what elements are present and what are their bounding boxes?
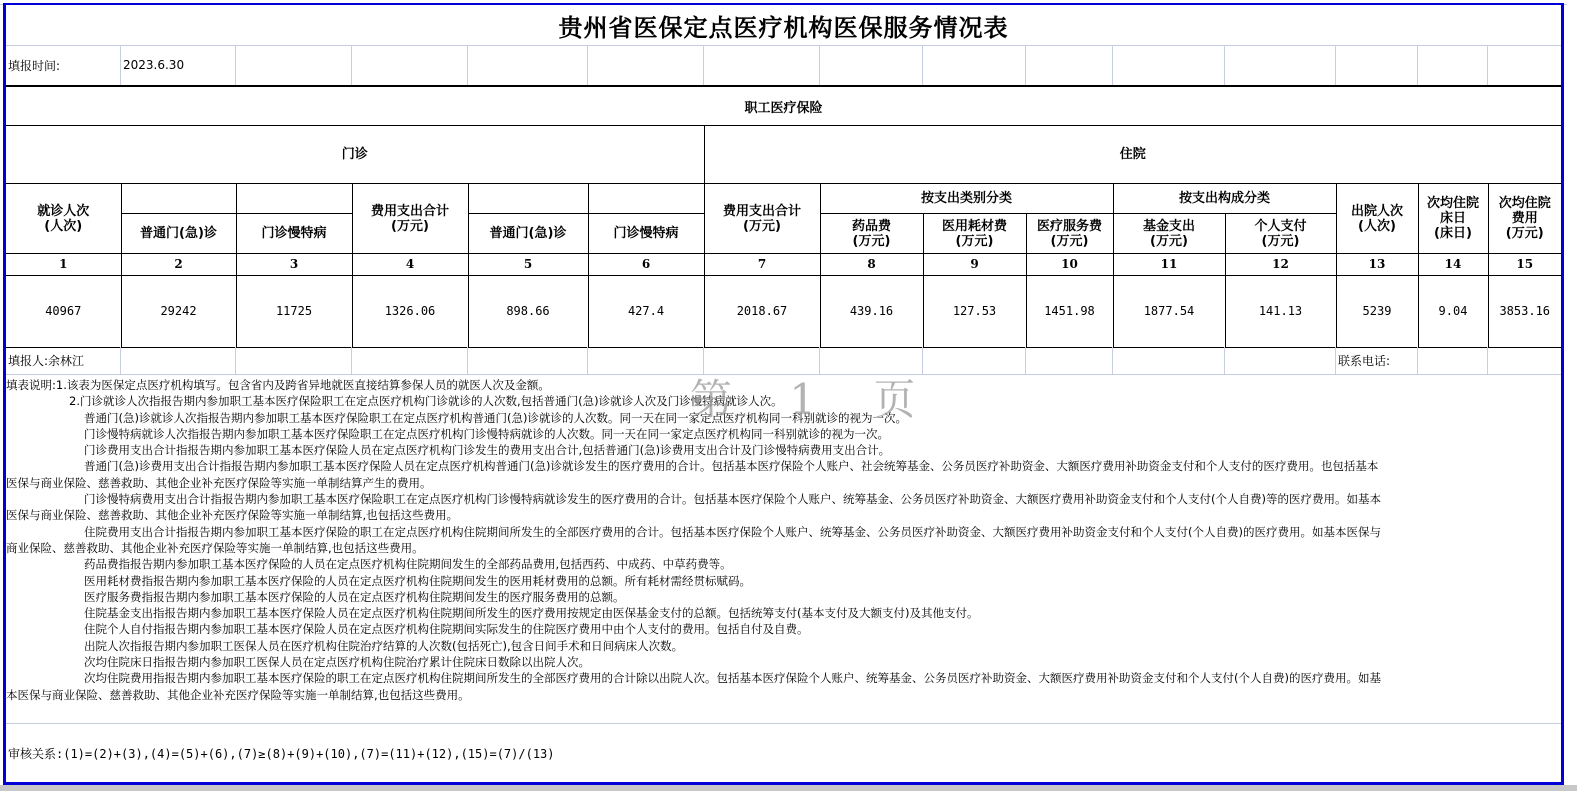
header-outpatient-cost-unit: (万元) <box>391 218 429 234</box>
note-line: 门诊费用支出合计指报告期内参加职工基本医疗保险人员在定点医疗机构门诊发生的费用支出合计,包括普通门(急)诊费用支出合计及门诊慢特病费用支出合计。 <box>84 443 891 458</box>
value-personal-pay[interactable]: 141.13 <box>1225 276 1336 348</box>
note-line: 医疗服务费指报告期内参加职工基本医疗保险的人员在定点医疗机构住院期间发生的医疗服务费用的总额。 <box>84 589 625 604</box>
note-line: 填表说明:1.该表为医保定点医疗机构填写。包含省内及跨省异地就医直接结算参保人员的就医人次及金额。 <box>6 378 550 392</box>
note-line: 门诊慢特病费用支出合计指报告期内参加职工基本医疗保险职工在定点医疗机构门诊慢特病就诊发生的医疗费用的合计。包括基本医疗保险个人账户、统筹基金、公务员医疗补助资金、大额医疗费用补助资金支付和个人支付(个人自费)等的医疗费用。如基本 <box>84 492 1381 507</box>
filler-label[interactable]: 填报人:余林江 <box>6 347 121 374</box>
col-number[interactable]: 10 <box>1026 254 1113 276</box>
col-number[interactable]: 3 <box>236 254 352 276</box>
note-line: 医保与商业保险、慈善救助、其他企业补充医疗保险等实施一单制结算产生的费用。 <box>6 475 432 490</box>
empty-cell[interactable] <box>588 347 704 374</box>
col-number[interactable]: 11 <box>1113 254 1225 276</box>
empty-cell[interactable] <box>820 347 923 374</box>
outpatient-section-header[interactable]: 门诊 <box>6 126 704 184</box>
note-line: 次均住院床日指报告期内参加职工医保人员在定点医疗机构住院治疗累计住院床日数除以出院人次。 <box>84 655 590 670</box>
value-avg-cost[interactable]: 3853.16 <box>1488 276 1561 348</box>
inpatient-section-header[interactable]: 住院 <box>704 126 1561 184</box>
header-by-category[interactable]: 按支出类别分类 <box>820 184 1113 214</box>
note-line: 出院人次指报告期内参加职工医保人员在医疗机构住院治疗结算的人次数(包括死亡),包含日间手术和日间病床人次数。 <box>84 638 684 653</box>
header-inpatient-cost[interactable] <box>704 184 820 254</box>
header-fund-expense-unit: (万元) <box>1150 233 1188 249</box>
note-line: 次均住院费用指报告期内参加职工基本医疗保险的职工在定点医疗机构住院期间所发生的全部医疗费用的合计除以出院人次。包括基本医疗保险个人账户、统筹基金、公务员医疗补助资金、大额医疗费用补助资金支付和个人支付(个人自费)的医疗费用。如基 <box>84 671 1381 686</box>
note-line: 2.门诊就诊人次指报告期内参加职工基本医疗保险职工在定点医疗机构门诊就诊的人次数,包括普通门(急)诊就诊人次及门诊慢特病就诊人次。 <box>69 394 783 409</box>
header-chronic-cost[interactable]: 门诊慢特病 <box>588 214 704 254</box>
note-line: 药品费指报告期内参加职工基本医疗保险的人员在定点医疗机构住院期间发生的全部药品费用,包括西药、中成药、中草药费等。 <box>84 557 732 572</box>
empty-cell[interactable] <box>704 45 820 85</box>
note-line: 医保与商业保险、慈善救助、其他企业补充医疗保险等实施一单制结算,也包括这些费用。 <box>6 508 459 523</box>
col-number[interactable]: 1 <box>6 254 121 276</box>
empty-cell[interactable] <box>468 184 588 214</box>
value-visits[interactable]: 40967 <box>6 276 121 348</box>
header-by-composition[interactable]: 按支出构成分类 <box>1113 184 1336 214</box>
header-outpatient-cost[interactable] <box>352 184 468 254</box>
empty-cell[interactable] <box>468 45 588 85</box>
empty-cell[interactable] <box>1488 45 1561 85</box>
empty-cell[interactable] <box>352 45 468 85</box>
col-number[interactable]: 6 <box>588 254 704 276</box>
note-line: 住院个人自付指报告期内参加职工基本医疗保险人员在定点医疗机构住院期间实际发生的住院医疗费用中由个人支付的费用。包括自付及自费。 <box>84 622 809 637</box>
filler-row <box>6 347 1561 375</box>
note-line: 住院基金支出指报告期内参加职工基本医疗保险人员在定点医疗机构住院期间所发生的医疗费用按规定由医保基金支付的总额。包括统筹支付(基本支付及大额支付)及其他支付。 <box>84 606 979 621</box>
empty-cell[interactable] <box>820 45 923 85</box>
empty-cell[interactable] <box>1026 347 1113 374</box>
header-visits[interactable] <box>6 184 121 254</box>
header-material-fee-unit: (万元) <box>955 233 994 249</box>
empty-cell[interactable] <box>704 347 820 374</box>
empty-cell[interactable] <box>1026 45 1113 85</box>
value-chronic-cost[interactable]: 427.4 <box>588 276 704 348</box>
note-line: 普通门(急)诊就诊人次指报告期内参加职工基本医疗保险职工在定点医疗机构普通门(急)诊就诊的人次数。同一天在同一家定点医疗机构同一科别就诊的视为一次。 <box>84 410 907 425</box>
header-general-cost[interactable]: 普通门(急)诊 <box>468 214 588 254</box>
contact-label[interactable]: 联系电话: <box>1336 347 1418 374</box>
col-number[interactable]: 2 <box>121 254 236 276</box>
col-number[interactable]: 5 <box>468 254 588 276</box>
value-service-fee[interactable]: 1451.98 <box>1026 276 1113 348</box>
page-margin <box>1567 0 1577 791</box>
col-number[interactable]: 9 <box>923 254 1026 276</box>
col-number[interactable]: 14 <box>1418 254 1488 276</box>
header-chronic-visit[interactable]: 门诊慢特病 <box>236 214 352 254</box>
page-watermark: 第 1 页 <box>690 375 938 424</box>
empty-cell[interactable] <box>236 45 352 85</box>
header-material-fee-label: 医用耗材费 <box>941 218 1007 234</box>
header-avg-cost-line1: 次均住院 <box>1498 196 1551 211</box>
header-fund-expense[interactable] <box>1113 214 1225 254</box>
sheet-bottom-edge <box>0 785 1577 791</box>
empty-cell[interactable] <box>588 184 704 214</box>
value-material-fee[interactable]: 127.53 <box>923 276 1026 348</box>
header-personal-pay[interactable] <box>1225 214 1336 254</box>
service-table <box>6 125 1561 348</box>
header-inpatient-cost-unit: (万元) <box>743 218 781 234</box>
fill-date-value[interactable]: 2023.6.30 <box>121 45 236 85</box>
header-service-fee[interactable] <box>1026 214 1113 254</box>
fill-instructions[interactable] <box>6 377 1561 703</box>
header-discharges[interactable] <box>1336 184 1418 254</box>
col-number[interactable]: 4 <box>352 254 468 276</box>
header-discharges-unit: (人次) <box>1358 218 1396 234</box>
col-number[interactable]: 15 <box>1488 254 1561 276</box>
note-line: 门诊慢特病就诊人次指报告期内参加职工基本医疗保险职工在定点医疗机构门诊慢特病就诊的人次数。同一天在同一家定点医疗机构同一科别就诊的视为一次。 <box>84 426 889 441</box>
header-visits-unit: (人次) <box>44 218 83 234</box>
value-chronic-visit[interactable]: 11725 <box>236 276 352 348</box>
header-fund-expense-label: 基金支出 <box>1142 218 1195 234</box>
header-drug-fee-label: 药品费 <box>851 218 891 234</box>
empty-cell[interactable] <box>236 347 352 374</box>
empty-cell[interactable] <box>236 184 352 214</box>
header-avg-bed-days[interactable] <box>1418 184 1488 254</box>
note-line: 医用耗材费指报告期内参加职工基本医疗保险的人员在定点医疗机构住院期间发生的医用耗材费用的总额。所有耗材需经贯标赋码。 <box>84 573 751 588</box>
header-drug-fee-unit: (万元) <box>852 233 891 249</box>
header-inpatient-cost-label: 费用支出合计 <box>722 203 801 219</box>
empty-cell[interactable] <box>1488 347 1561 374</box>
empty-cell[interactable] <box>1225 45 1336 85</box>
header-visits-label: 就诊人次 <box>37 203 90 219</box>
header-avg-bed-days-line1: 次均住院 <box>1426 196 1479 211</box>
col-number[interactable]: 7 <box>704 254 820 276</box>
contact-value[interactable] <box>1418 347 1488 374</box>
value-avg-bed-days[interactable]: 9.04 <box>1418 276 1488 348</box>
header-drug-fee[interactable] <box>820 214 923 254</box>
empty-cell[interactable] <box>1336 45 1418 85</box>
value-discharges[interactable]: 5239 <box>1336 276 1418 348</box>
insurance-type-heading[interactable]: 职工医疗保险 <box>744 100 823 116</box>
header-avg-bed-days-line2: 床日 <box>1439 211 1466 226</box>
sheet-title[interactable]: 贵州省医保定点医疗机构医保服务情况表 <box>6 5 1561 46</box>
empty-cell[interactable] <box>588 45 704 85</box>
header-discharges-label: 出院人次 <box>1350 203 1403 219</box>
header-general-visit[interactable]: 普通门(急)诊 <box>121 214 236 254</box>
value-drug-fee[interactable]: 439.16 <box>820 276 923 348</box>
value-outpatient-cost[interactable]: 1326.06 <box>352 276 468 348</box>
header-avg-cost-unit: (万元) <box>1505 226 1544 241</box>
empty-cell[interactable] <box>352 347 468 374</box>
empty-cell[interactable] <box>1225 347 1336 374</box>
value-general-visit[interactable]: 29242 <box>121 276 236 348</box>
value-fund-expense[interactable]: 1877.54 <box>1113 276 1225 348</box>
empty-cell[interactable] <box>121 347 236 374</box>
header-personal-pay-unit: (万元) <box>1261 233 1300 249</box>
empty-cell[interactable] <box>121 184 236 214</box>
audit-relations[interactable]: 审核关系:(1)=(2)+(3),(4)=(5)+(6),(7)≥(8)+(9)+(10),(7)=(11)+(12),(15)=(7)/(13) <box>8 747 555 761</box>
col-number[interactable]: 8 <box>820 254 923 276</box>
empty-cell[interactable] <box>923 347 1026 374</box>
col-number[interactable]: 13 <box>1336 254 1418 276</box>
empty-cell[interactable] <box>1113 45 1225 85</box>
note-line: 商业保险、慈善救助、其他企业补充医疗保险等实施一单制结算,也包括这些费用。 <box>6 540 424 555</box>
note-line: 本医保与商业保险、慈善救助、其他企业补充医疗保险等实施一单制结算,也包括这些费用。 <box>6 687 470 702</box>
header-avg-bed-days-unit: (床日) <box>1434 226 1472 241</box>
header-personal-pay-label: 个人支付 <box>1254 218 1307 234</box>
empty-cell[interactable] <box>468 347 588 374</box>
empty-cell[interactable] <box>1418 45 1488 85</box>
header-avg-cost-line2: 费用 <box>1511 211 1538 226</box>
col-number[interactable]: 12 <box>1225 254 1336 276</box>
header-outpatient-cost-label: 费用支出合计 <box>370 203 449 219</box>
print-area <box>3 3 1564 785</box>
gridline <box>6 723 1561 724</box>
header-service-fee-label: 医疗服务费 <box>1036 218 1102 234</box>
header-material-fee[interactable] <box>923 214 1026 254</box>
note-line: 普通门(急)诊费用支出合计指报告期内参加职工基本医疗保险人员在定点医疗机构普通门(急)诊就诊发生的医疗费用的合计。包括基本医疗保险个人账户、社会统筹基金、公务员医疗补助资金、大额医疗费用补助资金支付和个人支付的医疗费用。也包括基本 <box>84 459 1379 474</box>
header-avg-cost[interactable] <box>1488 184 1561 254</box>
fill-date-label[interactable]: 填报时间: <box>6 45 121 85</box>
note-line: 住院费用支出合计指报告期内参加职工基本医疗保险的职工在定点医疗机构住院期间所发生的全部医疗费用的合计。包括基本医疗保险个人账户、统筹基金、公务员医疗补助资金、大额医疗费用补助资金支付和个人支付(个人自费)的医疗费用。如基本医保与 <box>84 524 1381 539</box>
header-service-fee-unit: (万元) <box>1050 233 1089 249</box>
empty-cell[interactable] <box>923 45 1026 85</box>
value-inpatient-cost[interactable]: 2018.67 <box>704 276 820 348</box>
fill-date-row <box>6 45 1561 85</box>
empty-cell[interactable] <box>1113 347 1225 374</box>
value-general-cost[interactable]: 898.66 <box>468 276 588 348</box>
